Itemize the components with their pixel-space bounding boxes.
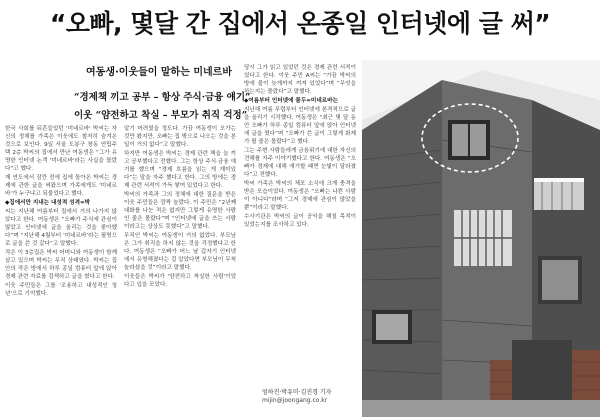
byline: 엄하진·박유미·김진경 기자 (262, 389, 332, 396)
paragraph: 수사기관은 박씨의 글이 공익을 해칠 목적이 있었는지를 조사하고 있다. (244, 214, 356, 228)
article-column-1 (5, 125, 117, 407)
kicker: 여동생·이웃들이 말하는 미네르바 (86, 67, 233, 78)
section-subhead: ◆여름부터 인터넷에 몰두=미네르바는 (244, 98, 338, 104)
article-column-2 (124, 125, 236, 407)
headline: “오빠, 몇달 간 집에서 온종일 인터넷에 글 써” (49, 9, 551, 38)
subhead-1: “경제책 끼고 공부 – 항상 주식·금융 얘기” (74, 92, 251, 103)
paragraph: 당시 그가 읽고 있었던 것은 경제 관련 서적이었다고 한다. 이웃 주민 A씨는 “가끔 박씨의 방에 불이 늦게까지 켜져 있었다”며 “무엇을 하는지는 몰랐다”고 말했다. (244, 65, 356, 95)
paragraph: 지난해 여름 무렵부터 인터넷에 본격적으로 글을 올리기 시작했다. 여동생은 “최근 몇 달 동안 오빠가 하루 종일 컴퓨터 앞에 앉아 인터넷에 글을 썼다”며 “오빠가 쓴 글이 그렇게 화제가 될 줄은 몰랐다”고 했다. (244, 107, 356, 145)
paragraph: 이웃들은 박씨가 '얌전하고 착실한 사람'이었다고 입을 모았다. (124, 274, 236, 288)
paragraph: 한국 사회를 뒤흔들었던 '미네르바' 박씨는 자신의 정체를 가족은 이웃에도 철저히 숨겨온 것으로 보인다. 9일 서울 도봉구 창동 연립주택 2층 박씨의 집에서 만난 여동생은 “그가 유명한 인터넷 논객 '미네르바'라는 사실을 몰랐다”고 했다. (5, 126, 117, 172)
section-subhead: ◆집에서만 지내는 내성적 성격=박 (5, 200, 91, 206)
paragraph: 박씨 가족은 박씨의 체포 소식에 크게 충격을 받은 모습이었다. 여동생은 “오빠는 나쁜 사람이 아니다”라며 “그저 경제에 관심이 많았을 뿐”이라고 말했다. (244, 181, 356, 211)
paragraph: 그는 주변 사람들에게 금융위기에 대한 자신의 견해를 자주 이야기했다고 한다. 여동생은 “오빠가 경제에 대해 얘기할 때면 눈빛이 달라졌다”고 전했다. (244, 148, 356, 178)
article-column-3 (244, 64, 356, 344)
paragraph: 씨는 지난해 여름부터 집에서 거의 나가지 않았다고 한다. 여동생은 “오빠가 주식에 관심이 많았고 인터넷에 글을 올리는 것을 좋아했다”며 “지난해 4월부터 ‘미네르바’라는 필명으로 글을 쓴 것 같다”고 말했다. (5, 209, 117, 247)
building-photo (362, 60, 600, 417)
paragraph: 재 연도에서 잠깐 전에 집에 돌아온 박씨는 경제에 관한 글을 써왔으며 가족에게도 '미네르바'가 누구냐고 되물었다고 했다. (5, 175, 117, 197)
paragraph: 박씨의 가족과 그의 정체에 대한 질문을 받은 이웃 주민들은 깜짝 놀랐다. 이 주민은 “2년째 대화를 나눈 적은 없지만 그렇게 유명한 사람인 줄은 몰랐다”며 “인터넷에 글을 쓰는 사람이라고는 상상도 못했다”고 말했다. (124, 192, 236, 230)
paragraph: 하지만 여동생은 박씨는 경제 관련 책을 늘 끼고 공부했다고 전했다. 그는 항상 주식·금융 얘기를 했으며 “경제 흐름을 읽는 게 재미있다”는 말을 자주 했다고 한다. 그의 방에는 경제 관련 서적이 가득 쌓여 있었다고 한다. (124, 151, 236, 189)
subhead-2: 이웃 “얌전하고 착실 – 부모가 취직 걱정” (74, 110, 248, 121)
paragraph: 무직인 박씨는 여동생이 거의 없었다. 부모님은 그가 취직을 하지 않는 것을 걱정했다고 한다. 여동생은 “오빠가 어느 날 갑자기 인터넷에서 유명해졌다는 걸 알았다면 부모님이 무척 놀라셨을 것”이라고 말했다. (124, 233, 236, 271)
paragraph: 알기 어려웠을 정도다. 가끔 여동생이 오가는 것만 봤지만, 오빠는 집 밖으로 나오는 것을 본 일이 거의 없다”고 말했다. (124, 126, 236, 148)
paragraph: 이웃 주민들은 그를 '조용하고 내성적인 청년'으로 기억했다. (5, 283, 117, 297)
byline-email: mijin@joongang.co.kr (262, 397, 328, 404)
paragraph: 작은 이 3층집은 박씨 어머니와 여동생이 함께 살고 있으며 박씨는 무직 상태였다. 박씨는 집 안의 작은 방에서 하루 종일 컴퓨터 앞에 앉아 경제 관련 자료를 검색하고 글을 썼다고 한다. (5, 250, 117, 280)
building-photo-illustration (362, 60, 600, 417)
